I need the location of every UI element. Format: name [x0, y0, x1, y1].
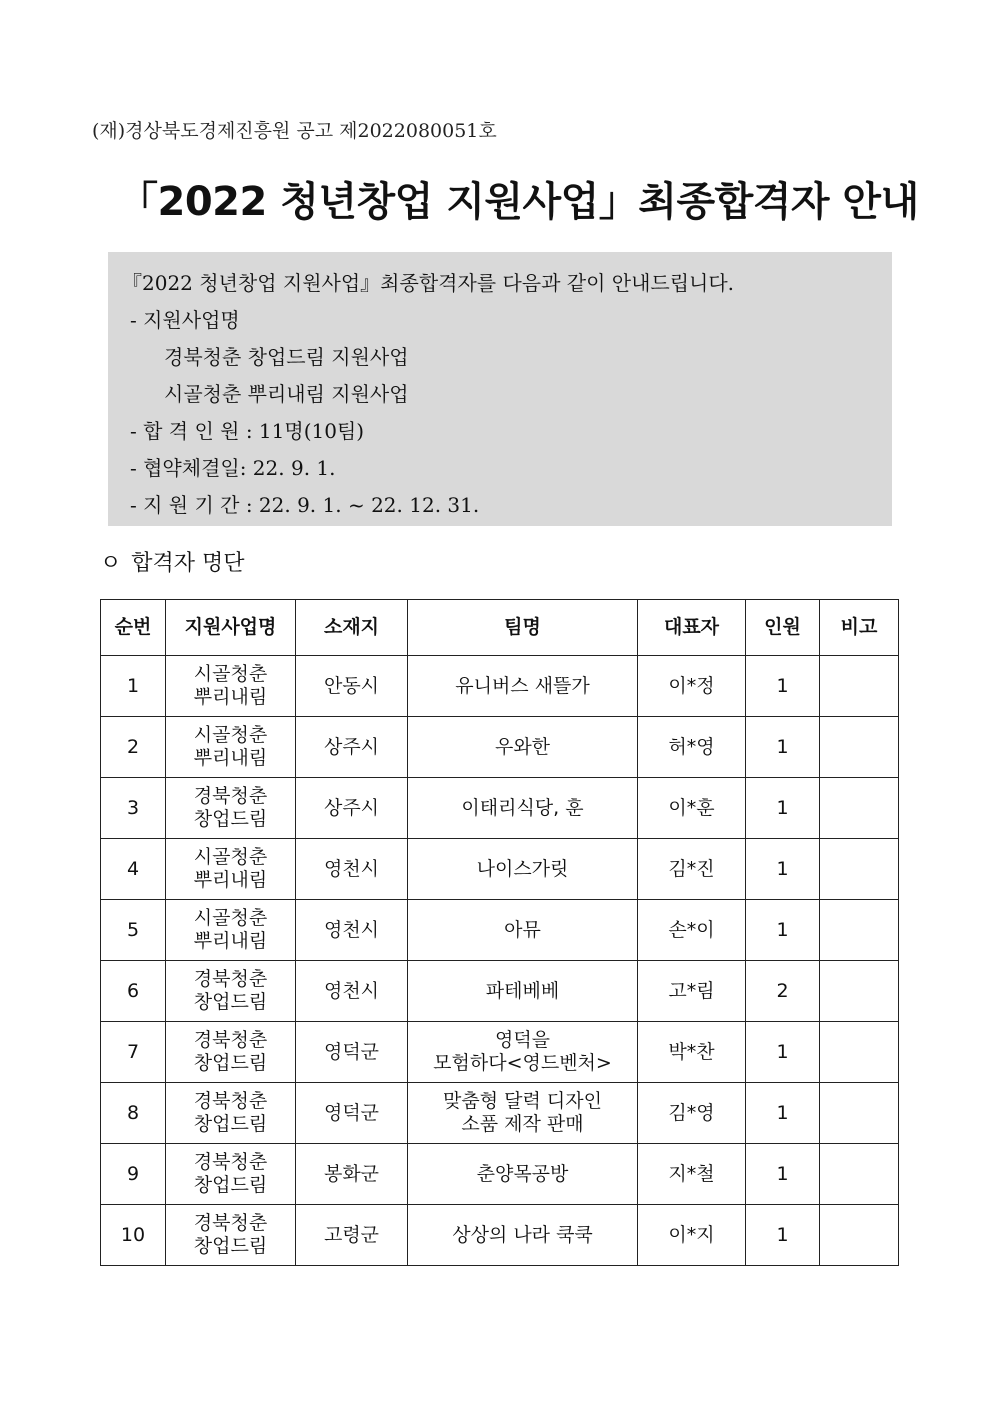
column-header: 인원	[746, 600, 820, 656]
cell-program: 시골청춘 뿌리내림	[166, 900, 296, 961]
cell-remarks	[820, 839, 899, 900]
table-row	[101, 778, 899, 839]
program-item: 시골청춘 뿌리내림 지원사업	[164, 382, 409, 406]
table-header-row	[101, 600, 899, 656]
cell-number: 10	[101, 1205, 166, 1266]
table-row	[101, 656, 899, 717]
cell-representative: 김*진	[638, 839, 746, 900]
table-row	[101, 1022, 899, 1083]
cell-headcount: 1	[746, 656, 820, 717]
column-header: 소재지	[296, 600, 408, 656]
cell-headcount: 1	[746, 778, 820, 839]
cell-location: 영천시	[296, 839, 408, 900]
cell-team: 영덕을 모험하다<영드벤처>	[408, 1022, 638, 1083]
cell-location: 영덕군	[296, 1083, 408, 1144]
cell-headcount: 1	[746, 1144, 820, 1205]
cell-representative: 이*정	[638, 656, 746, 717]
table-row	[101, 900, 899, 961]
notice-number: (재)경상북도경제진흥원 공고 제2022080051호	[92, 120, 497, 142]
cell-program: 경북청춘 창업드림	[166, 1205, 296, 1266]
cell-team: 나이스가릿	[408, 839, 638, 900]
cell-number: 2	[101, 717, 166, 778]
table-row	[101, 1205, 899, 1266]
column-header: 팀명	[408, 600, 638, 656]
cell-remarks	[820, 717, 899, 778]
contract-date: - 협약체결일: 22. 9. 1.	[130, 456, 336, 480]
cell-representative: 허*영	[638, 717, 746, 778]
cell-team: 춘양목공방	[408, 1144, 638, 1205]
cell-team: 유니버스 새뜰가	[408, 656, 638, 717]
cell-program: 경북청춘 창업드림	[166, 961, 296, 1022]
cell-location: 영천시	[296, 961, 408, 1022]
cell-location: 봉화군	[296, 1144, 408, 1205]
cell-program: 경북청춘 창업드림	[166, 1022, 296, 1083]
cell-number: 9	[101, 1144, 166, 1205]
support-period: - 지 원 기 간 : 22. 9. 1. ~ 22. 12. 31.	[130, 493, 480, 517]
cell-location: 상주시	[296, 717, 408, 778]
cell-number: 7	[101, 1022, 166, 1083]
list-heading	[100, 546, 245, 577]
selected-count: - 합 격 인 원 : 11명(10팀)	[130, 419, 365, 443]
cell-remarks	[820, 1144, 899, 1205]
cell-number: 8	[101, 1083, 166, 1144]
cell-number: 1	[101, 656, 166, 717]
table-row	[101, 961, 899, 1022]
table-row	[101, 717, 899, 778]
intro-text: 『2022 청년창업 지원사업』최종합격자를 다음과 같이 안내드립니다.	[122, 271, 735, 295]
cell-representative: 고*림	[638, 961, 746, 1022]
program-label: - 지원사업명	[130, 308, 240, 332]
cell-team: 파테베베	[408, 961, 638, 1022]
cell-program: 경북청춘 창업드림	[166, 1144, 296, 1205]
cell-headcount: 1	[746, 1022, 820, 1083]
cell-program: 시골청춘 뿌리내림	[166, 656, 296, 717]
cell-team: 아뮤	[408, 900, 638, 961]
cell-location: 상주시	[296, 778, 408, 839]
cell-representative: 이*훈	[638, 778, 746, 839]
column-header: 순번	[101, 600, 166, 656]
bullet-icon: ㅇ	[100, 551, 122, 576]
cell-remarks	[820, 1205, 899, 1266]
cell-remarks	[820, 778, 899, 839]
table-row	[101, 839, 899, 900]
column-header: 지원사업명	[166, 600, 296, 656]
cell-number: 4	[101, 839, 166, 900]
cell-program: 시골청춘 뿌리내림	[166, 717, 296, 778]
cell-representative: 이*지	[638, 1205, 746, 1266]
roster-table	[100, 599, 899, 1266]
cell-team: 상상의 나라 쿡쿡	[408, 1205, 638, 1266]
program-item: 경북청춘 창업드림 지원사업	[164, 345, 409, 369]
cell-headcount: 1	[746, 1205, 820, 1266]
table-body	[101, 656, 899, 1266]
cell-location: 영천시	[296, 900, 408, 961]
cell-representative: 손*이	[638, 900, 746, 961]
cell-representative: 김*영	[638, 1083, 746, 1144]
cell-representative: 박*찬	[638, 1022, 746, 1083]
cell-headcount: 1	[746, 900, 820, 961]
cell-remarks	[820, 961, 899, 1022]
table-row	[101, 1144, 899, 1205]
cell-remarks	[820, 1022, 899, 1083]
cell-program: 경북청춘 창업드림	[166, 1083, 296, 1144]
cell-program: 시골청춘 뿌리내림	[166, 839, 296, 900]
cell-remarks	[820, 1083, 899, 1144]
cell-remarks	[820, 656, 899, 717]
info-box	[108, 252, 892, 526]
cell-headcount: 1	[746, 1083, 820, 1144]
column-header: 비고	[820, 600, 899, 656]
list-heading-text: 합격자 명단	[131, 551, 245, 576]
cell-number: 3	[101, 778, 166, 839]
cell-headcount: 1	[746, 717, 820, 778]
cell-location: 영덕군	[296, 1022, 408, 1083]
cell-headcount: 1	[746, 839, 820, 900]
cell-team: 맞춤형 달력 디자인 소품 제작 판매	[408, 1083, 638, 1144]
cell-program: 경북청춘 창업드림	[166, 778, 296, 839]
cell-headcount: 2	[746, 961, 820, 1022]
cell-representative: 지*철	[638, 1144, 746, 1205]
cell-number: 5	[101, 900, 166, 961]
table-row	[101, 1083, 899, 1144]
cell-location: 안동시	[296, 656, 408, 717]
cell-number: 6	[101, 961, 166, 1022]
cell-location: 고령군	[296, 1205, 408, 1266]
column-header: 대표자	[638, 600, 746, 656]
cell-team: 우와한	[408, 717, 638, 778]
page-title: 「2022 청년창업 지원사업」최종합격자 안내	[118, 179, 919, 225]
cell-remarks	[820, 900, 899, 961]
cell-team: 이태리식당, 훈	[408, 778, 638, 839]
